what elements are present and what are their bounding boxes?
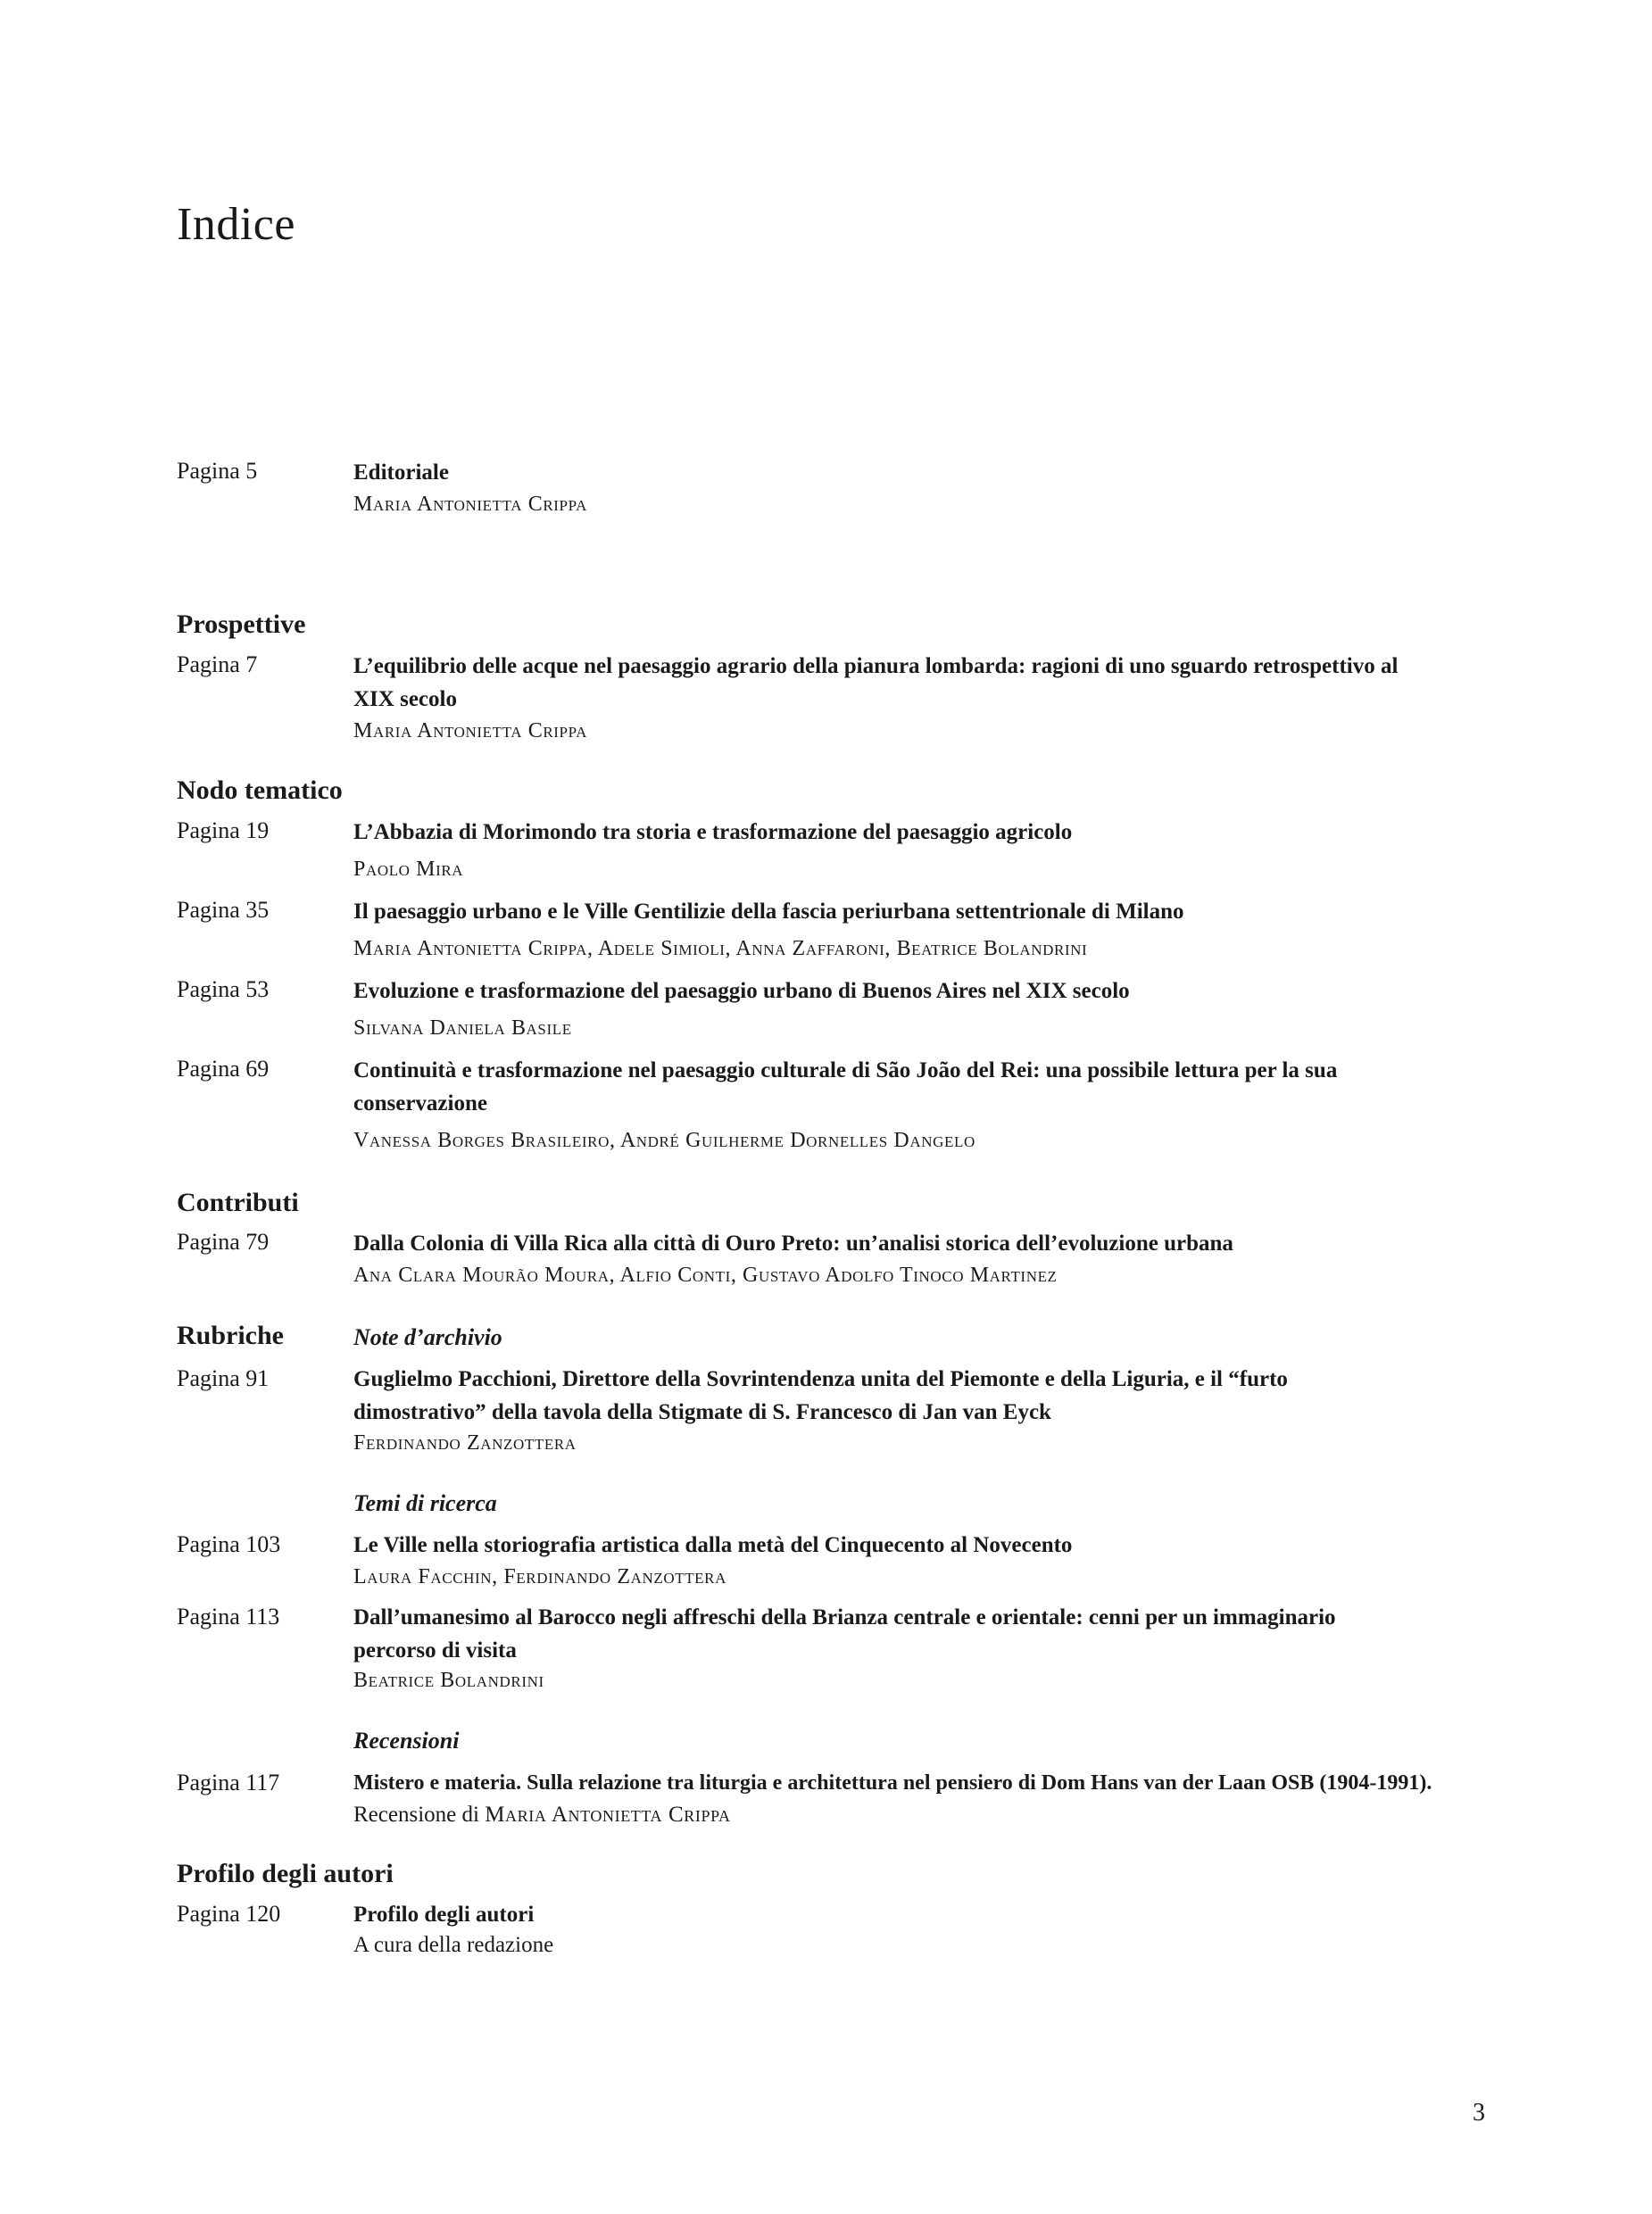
- entry-title: Profilo degli autori: [353, 1903, 535, 1927]
- entry-title: [353, 1363, 1505, 1429]
- page-ref: Pagina 113: [177, 1604, 280, 1629]
- entry-author: Silvana Daniela Basile: [353, 1016, 572, 1040]
- entry-author: Laura Facchin, Ferdinando Zanzottera: [353, 1565, 726, 1588]
- entry-title-line: percorso di visita: [353, 1638, 517, 1663]
- page-ref: Pagina 5: [177, 458, 258, 484]
- page-title: Indice: [177, 199, 295, 250]
- entry-author: Maria Antonietta Crippa: [353, 493, 587, 516]
- entry-author: Paolo Mira: [353, 858, 464, 881]
- entry-title-line: Continuità e trasformazione nel paesaggio culturale di São João del Rei: una possibile lettura per la sua: [353, 1058, 1338, 1082]
- entry-title: Le Ville nella storiografia artistica dalla metà del Cinquecento al Novecento: [353, 1533, 1073, 1557]
- entry-title: L’Abbazia di Morimondo tra storia e trasformazione del paesaggio agricolo: [353, 820, 1073, 844]
- page-ref: Pagina 120: [177, 1901, 281, 1927]
- page-ref: Pagina 69: [177, 1056, 270, 1082]
- entry-title-line: Dall’umanesimo al Barocco negli affreschi della Brianza centrale e orientale: cenni per un immaginario: [353, 1605, 1336, 1629]
- page-ref: Pagina 35: [177, 897, 270, 923]
- page-ref: Pagina 53: [177, 976, 270, 1002]
- entry-title: [353, 1601, 1505, 1667]
- entry-author: Maria Antonietta Crippa: [353, 719, 587, 742]
- entry-author: Ana Clara Mourão Moura, Alfio Conti, Gustavo Adolfo Tinoco Martinez: [353, 1264, 1058, 1287]
- page-ref: Pagina 79: [177, 1229, 270, 1255]
- rubric-label: Recensioni: [353, 1728, 460, 1754]
- section-heading: Rubriche: [177, 1321, 284, 1350]
- page-ref: Pagina 19: [177, 817, 270, 843]
- entry-author: [353, 1803, 1505, 1828]
- entry-title: [353, 650, 1505, 716]
- review-author: Maria Antonietta Crippa: [485, 1803, 731, 1827]
- entry-title-line: Guglielmo Pacchioni, Direttore della Sovrintendenza unita del Piemonte e della Liguria, e il “furto: [353, 1367, 1288, 1391]
- entry-title-line: XIX secolo: [353, 687, 457, 711]
- page-ref: Pagina 7: [177, 651, 258, 677]
- section-heading: Prospettive: [177, 609, 306, 639]
- entry-title: Il paesaggio urbano e le Ville Gentilizie della fascia periurbana settentrionale di Milano: [353, 900, 1184, 924]
- entry-author: Beatrice Bolandrini: [353, 1669, 544, 1692]
- entry-author: Vanessa Borges Brasileiro, André Guilherme Dornelles Dangelo: [353, 1129, 975, 1152]
- rubric-label: Temi di ricerca: [353, 1490, 497, 1516]
- section-heading: Contributi: [177, 1188, 299, 1217]
- entry-title-line: conservazione: [353, 1091, 487, 1115]
- section-heading: Nodo tematico: [177, 775, 343, 805]
- entry-title-line: L’equilibrio delle acque nel paesaggio agrario della pianura lombarda: ragioni di uno sguardo retrospettivo al: [353, 654, 1399, 678]
- section-heading: Profilo degli autori: [177, 1859, 394, 1888]
- entry-title: Mistero e materia. Sulla relazione tra liturgia e architettura nel pensiero di Dom Hans van der Laan OSB (1904-1991).: [353, 1771, 1432, 1795]
- entry-author: Ferdinando Zanzottera: [353, 1431, 577, 1455]
- rubric-label: Note d’archivio: [353, 1324, 502, 1350]
- review-prefix: Recensione di: [353, 1803, 486, 1827]
- page-ref: Pagina 117: [177, 1770, 280, 1795]
- entry-title: Dalla Colonia di Villa Rica alla città di Ouro Preto: un’analisi storica dell’evoluzione urbana: [353, 1231, 1233, 1256]
- entry-title: Evoluzione e trasformazione del paesaggio urbano di Buenos Aires nel XIX secolo: [353, 979, 1130, 1003]
- entry-author: A cura della redazione: [353, 1933, 554, 1957]
- page-ref: Pagina 103: [177, 1531, 281, 1557]
- page-ref: Pagina 91: [177, 1365, 270, 1391]
- page-number: 3: [1473, 2099, 1485, 2127]
- entry-title: [353, 1054, 1505, 1120]
- entry-title: Editoriale: [353, 460, 449, 485]
- entry-title-line: dimostrativo” della tavola della Stigmate di S. Francesco di Jan van Eyck: [353, 1400, 1051, 1424]
- entry-author: Maria Antonietta Crippa, Adele Simioli, Anna Zaffaroni, Beatrice Bolandrini: [353, 937, 1088, 960]
